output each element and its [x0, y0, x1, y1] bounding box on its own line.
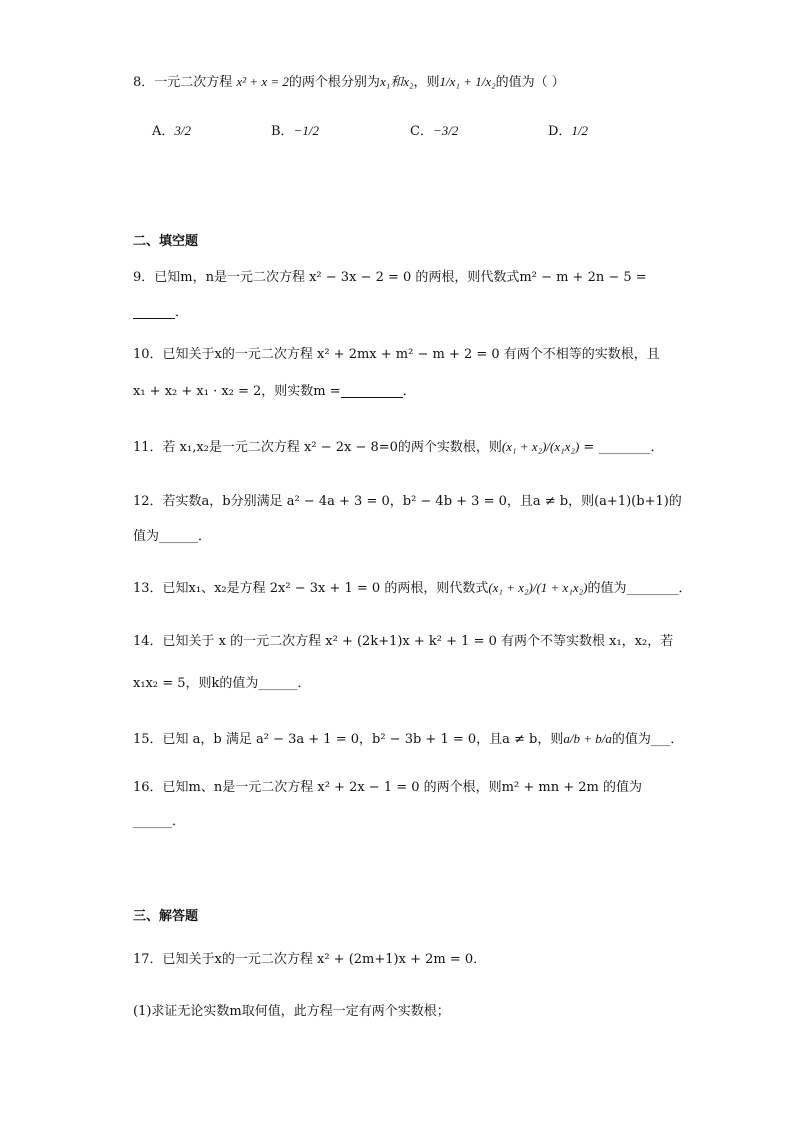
- q10-answer-blank[interactable]: [341, 383, 403, 398]
- section-fill-in-title: 二、填空题: [133, 234, 199, 249]
- option-c: [410, 123, 458, 140]
- question-9-line-1: 9．已知m，n是一元二次方程 x² − 3x − 2 = 0 的两根，则代数式m² − m + 2n − 5 =: [133, 270, 647, 285]
- option-c-label: C．: [410, 124, 433, 139]
- q15-text: 15．已知 a，b 满足 a² − 3a + 1 = 0，b² − 3b + 1 = 0，且a ≠ b，则: [133, 732, 564, 747]
- option-a-value: 3/2: [174, 123, 192, 138]
- option-a-label: A．: [152, 124, 175, 139]
- q8-roots: x₁和x₂: [379, 74, 414, 89]
- section-solve-title: 三、解答题: [133, 909, 199, 924]
- q8-number: 8: [133, 75, 142, 90]
- question-16-line-1: 16．已知m、n是一元二次方程 x² + 2x − 1 = 0 的两个根，则m² + mn + 2m 的值为: [133, 780, 642, 795]
- question-17-line-1: 17．已知关于x的一元二次方程 x² + (2m+1)x + 2m = 0．: [133, 952, 487, 967]
- option-b-value: −1/2: [293, 123, 319, 138]
- q13-end: 的值为________．: [587, 581, 692, 596]
- question-11: [133, 437, 674, 458]
- q9-answer-blank[interactable]: [133, 304, 175, 319]
- question-10-line-1: 10．已知关于x的一元二次方程 x² + 2mx + m² − m + 2 = 0 有两个不相等的实数根，且: [133, 347, 660, 362]
- option-b-label: B．: [271, 124, 294, 139]
- option-d-value: 1/2: [571, 123, 589, 138]
- question-10-line-2: [133, 382, 674, 402]
- question-12-line-2: 值为______．: [133, 529, 212, 544]
- option-a: [152, 123, 191, 140]
- q8-middle: 的两个根分别为: [288, 75, 380, 90]
- q10-end: ．: [402, 384, 416, 399]
- q11-text: 11．若 x₁,x₂是一元二次方程 x² − 2x − 8=0的两个实数根，则: [133, 440, 502, 455]
- option-b: [271, 123, 319, 140]
- q8-expression: 1/x₁ + 1/x₂: [439, 74, 496, 89]
- q9-end: ．: [175, 305, 189, 320]
- q15-end: 的值为___．: [611, 732, 684, 747]
- question-15: [133, 729, 684, 750]
- q10-condition: x₁ + x₂ + x₁ · x₂ = 2，则实数m =: [133, 384, 341, 399]
- question-12-line-1: 12．若实数a，b分别满足 a² − 4a + 3 = 0，b² − 4b + 3 = 0，且a ≠ b，则(a+1)(b+1)的: [133, 494, 682, 509]
- q8-suffix: 的值为（ ）: [495, 75, 565, 90]
- option-d-label: D．: [548, 124, 572, 139]
- question-8: [133, 72, 674, 93]
- question-17-part-1: (1)求证无论实数m取何值，此方程一定有两个实数根；: [133, 1004, 450, 1019]
- question-16-line-2: ______．: [133, 814, 186, 829]
- q13-text: 13．已知x₁、x₂是方程 2x² − 3x + 1 = 0 的两根，则代数式: [133, 581, 489, 596]
- q11-fraction: (x₁ + x₂)/(x₁x₂): [501, 439, 580, 454]
- q15-fraction: a/b + b/a: [563, 731, 612, 746]
- q11-end: = ________．: [579, 440, 664, 455]
- question-14-line-1: 14．已知关于 x 的一元二次方程 x² + (2k+1)x + k² + 1 = 0 有两个不等实数根 x₁，x₂，若: [133, 634, 674, 649]
- option-d: [548, 123, 588, 140]
- question-14-line-2: x₁x₂ = 5，则k的值为______．: [133, 676, 311, 691]
- q8-then: ，则: [413, 75, 440, 90]
- question-13: [133, 578, 692, 599]
- q8-equation: x² + x = 2: [236, 74, 289, 89]
- q8-prefix: ．一元二次方程: [141, 75, 233, 90]
- option-c-value: −3/2: [432, 123, 459, 138]
- question-9-line-2: [133, 303, 674, 323]
- q13-fraction: (x₁ + x₂)/(1 + x₁x₂): [488, 580, 588, 595]
